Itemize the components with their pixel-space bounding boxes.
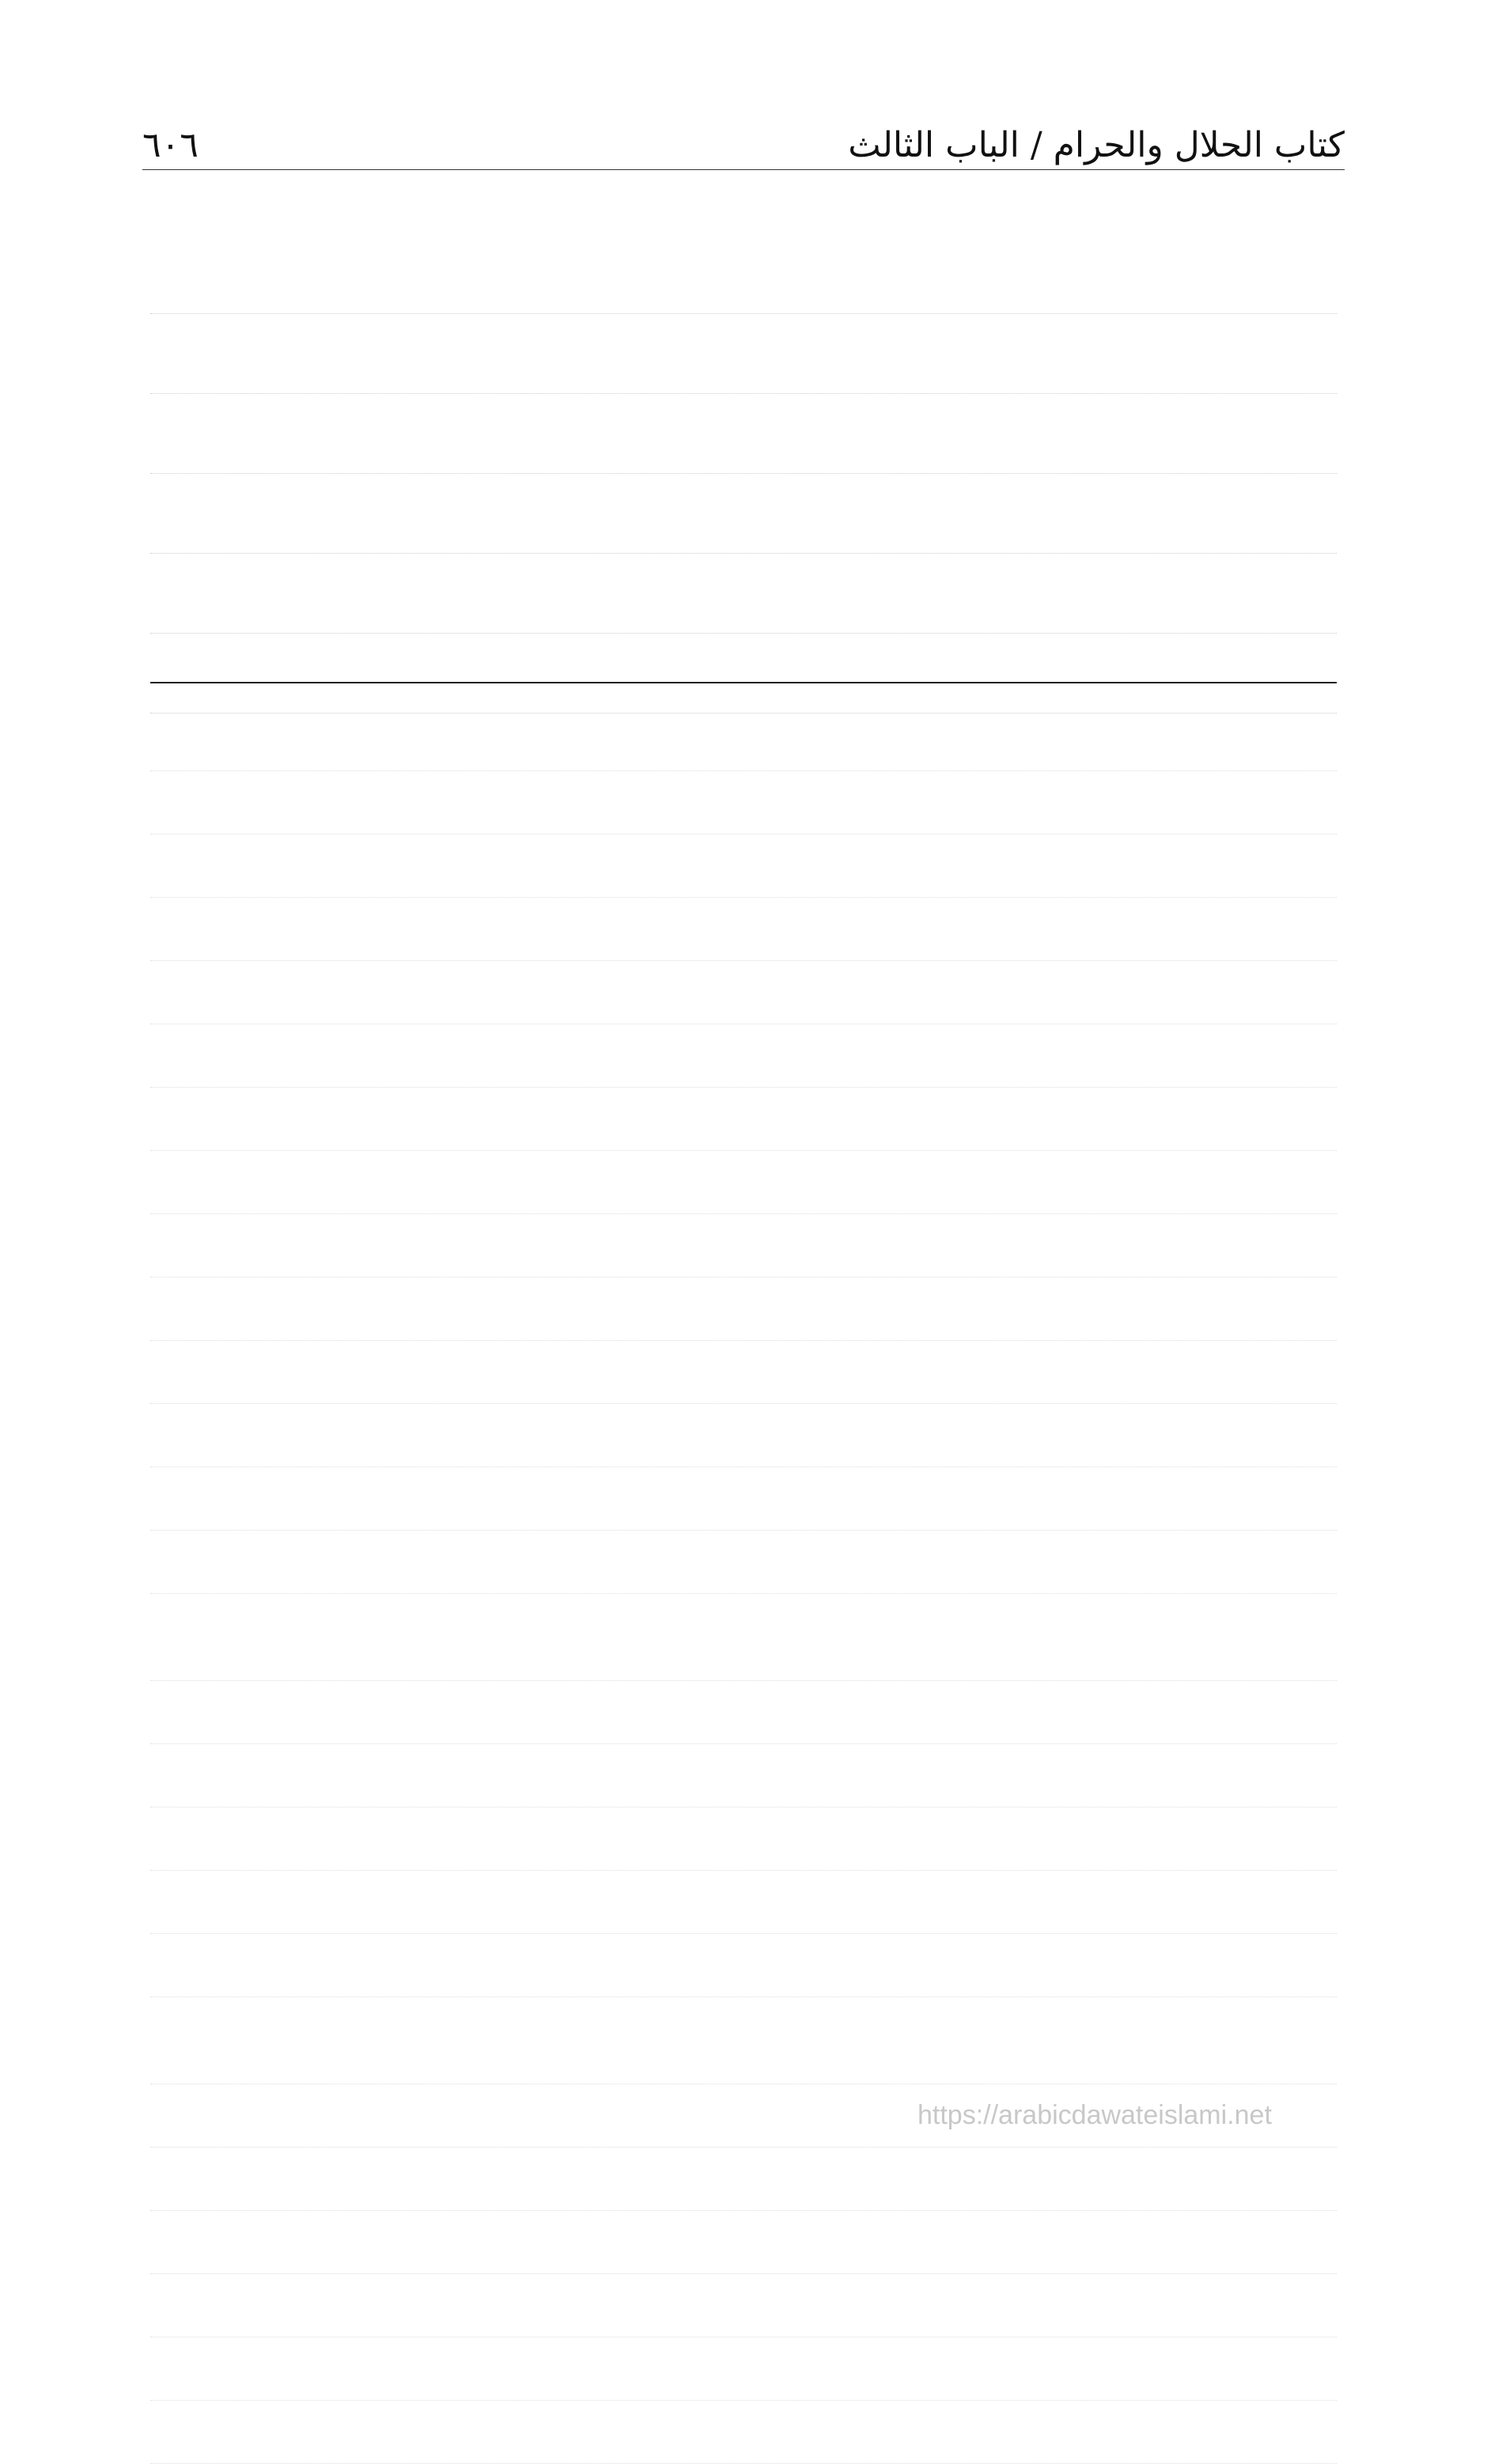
section-divider — [150, 682, 1337, 683]
commentary-line — [150, 1341, 1337, 1404]
main-text-line — [150, 234, 1337, 314]
commentary-line — [150, 1871, 1337, 1934]
website-watermark: https://arabicdawateislami.net — [918, 2100, 1272, 2130]
main-text-line — [150, 554, 1337, 634]
header-title: كتاب الحلال والحرام / الباب الثالث — [848, 125, 1345, 165]
commentary-line — [150, 708, 1337, 771]
commentary-line — [150, 1681, 1337, 1744]
main-text — [150, 234, 1337, 713]
commentary-line — [150, 2274, 1337, 2337]
commentary-line — [150, 1088, 1337, 1151]
commentary-line — [150, 2401, 1337, 2464]
commentary-line — [150, 1214, 1337, 1277]
commentary-line — [150, 898, 1337, 961]
commentary-line — [150, 1934, 1337, 1997]
commentary-line — [150, 2337, 1337, 2401]
main-text-line — [150, 394, 1337, 474]
main-text-line — [150, 314, 1337, 394]
commentary-line — [150, 2148, 1337, 2211]
commentary-line — [150, 1277, 1337, 1341]
commentary-line — [150, 1467, 1337, 1531]
commentary-line — [150, 2211, 1337, 2274]
commentary-line — [150, 771, 1337, 835]
main-text-line — [150, 634, 1337, 713]
running-header — [142, 119, 1345, 166]
commentary-line — [150, 1151, 1337, 1214]
commentary-line — [150, 1618, 1337, 1681]
header-rule — [142, 169, 1345, 170]
commentary-line — [150, 1744, 1337, 1807]
commentary-line — [150, 1404, 1337, 1467]
commentary — [150, 708, 1337, 2464]
commentary-line — [150, 961, 1337, 1024]
commentary-paragraph — [150, 708, 1337, 1594]
commentary-line — [150, 1024, 1337, 1088]
main-text-line — [150, 474, 1337, 554]
commentary-paragraph — [150, 1618, 1337, 1997]
commentary-line — [150, 835, 1337, 898]
page-number: ٦٠٦ — [142, 125, 199, 165]
commentary-line — [150, 1807, 1337, 1871]
commentary-line — [150, 1531, 1337, 1594]
commentary-paragraph — [150, 2021, 1337, 2464]
commentary-line — [150, 2021, 1337, 2084]
